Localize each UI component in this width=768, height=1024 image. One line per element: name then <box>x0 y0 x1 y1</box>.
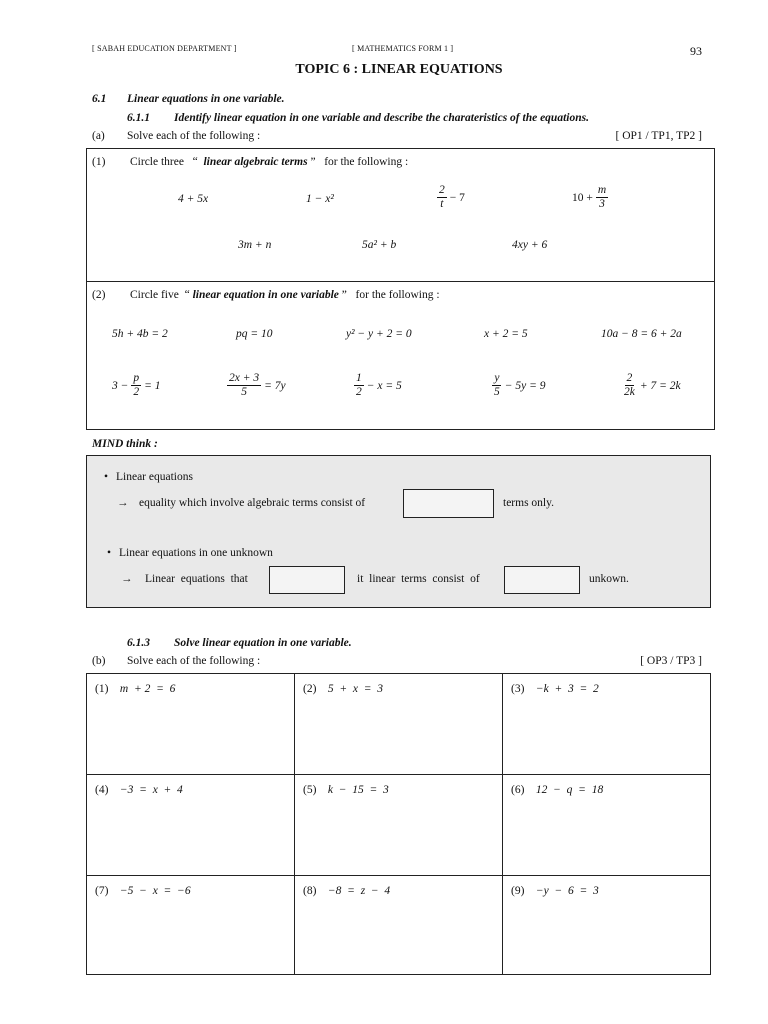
frac-numerator: 1 <box>354 372 364 386</box>
problem-label <box>303 784 389 796</box>
frac-denominator: 5 <box>494 386 500 399</box>
q1-instruction <box>130 156 408 168</box>
section-number: 6.1 <box>92 93 107 105</box>
problem-equation: −3 = x + 4 <box>119 784 183 796</box>
frac-numerator: 2 <box>625 372 635 386</box>
problem-number: (7) <box>95 885 109 897</box>
bullet-icon: • <box>104 471 109 483</box>
header-center: [ MATHEMATICS FORM 1 ] <box>352 44 454 53</box>
part-a-instruction: Solve each of the following : <box>127 130 261 142</box>
equation: 5h + 4b = 2 <box>112 328 168 340</box>
equation: pq = 10 <box>236 328 273 340</box>
problem-number: (4) <box>95 784 109 796</box>
equation-fraction <box>622 372 681 399</box>
mind-item-1-text: equality which involve algebraic terms consist of <box>139 497 366 509</box>
q1-post: for the following : <box>324 156 409 168</box>
part-b-instruction: Solve each of the following : <box>127 655 261 667</box>
q1-number: (1) <box>92 156 106 168</box>
part-a-label: (a) <box>92 130 105 142</box>
problem-cell[interactable] <box>502 774 711 876</box>
mind-item-1-tail: terms only. <box>503 497 554 509</box>
equation-fraction <box>492 372 546 399</box>
problem-cell[interactable] <box>86 875 295 975</box>
frac-denominator: 2 <box>356 386 362 399</box>
term: 1 − x² <box>306 193 334 205</box>
eq-post: − x = 5 <box>366 379 402 392</box>
problem-equation: 5 + x = 3 <box>327 683 384 695</box>
mind-item-2-text: Linear equations that <box>145 573 248 585</box>
mind-item-2-tail: unkown. <box>589 573 629 585</box>
problem-equation: −5 − x = −6 <box>119 885 191 897</box>
mind-item-2: Linear equations in one unknown <box>119 547 273 559</box>
subsection-number: 6.1.1 <box>127 112 150 124</box>
q1-close-quote: ” <box>310 156 316 168</box>
term: 3m + n <box>238 239 272 251</box>
q1-pre: Circle three <box>130 156 184 168</box>
frac-numerator: p <box>131 372 141 386</box>
problem-label <box>95 784 183 796</box>
problem-label <box>95 683 175 695</box>
q1-emphasis: linear algebraic terms <box>203 156 308 168</box>
arrow-icon: → <box>121 573 133 585</box>
term-rest: 10 + <box>572 191 593 204</box>
problem-equation: −k + 3 = 2 <box>535 683 599 695</box>
eq-pre: 3 − <box>112 379 129 392</box>
header-left: [ SABAH EDUCATION DEPARTMENT ] <box>92 44 237 53</box>
term-rest: − 7 <box>449 191 465 204</box>
frac-numerator: m <box>596 184 608 198</box>
q2-close-quote: ” <box>341 289 347 301</box>
problem-label <box>511 885 599 897</box>
problem-cell[interactable] <box>86 774 295 876</box>
term: 4xy + 6 <box>512 239 548 251</box>
page-number: 93 <box>690 44 702 58</box>
problem-label <box>303 683 383 695</box>
frac-numerator: 2 <box>437 184 447 198</box>
problem-number: (2) <box>303 683 317 695</box>
equation: y² − y + 2 = 0 <box>346 328 412 340</box>
equation-fraction <box>112 372 161 399</box>
q2-open-quote: “ <box>184 289 190 301</box>
part-b-reference: [ OP3 / TP3 ] <box>640 655 702 667</box>
subsection-number: 6.1.3 <box>127 637 150 649</box>
eq-post: + 7 = 2k <box>639 379 681 392</box>
problem-cell[interactable] <box>294 774 503 876</box>
mind-item-2-mid: it linear terms consist of <box>357 573 480 585</box>
equation-fraction <box>354 372 402 399</box>
problem-equation: k − 15 = 3 <box>327 784 389 796</box>
frac-denominator: 5 <box>241 386 247 399</box>
problem-equation: −8 = z − 4 <box>327 885 391 897</box>
equation-fraction <box>227 372 286 399</box>
frac-numerator: 2x + 3 <box>227 372 261 386</box>
problem-number: (9) <box>511 885 525 897</box>
problem-number: (8) <box>303 885 317 897</box>
arrow-icon: → <box>117 497 129 509</box>
problem-equation: 12 − q = 18 <box>535 784 604 796</box>
section-title: Linear equations in one variable. <box>127 93 285 105</box>
problem-label <box>95 885 191 897</box>
subsection-title: Solve linear equation in one variable. <box>174 637 352 649</box>
problem-cell[interactable] <box>86 673 295 775</box>
equation: x + 2 = 5 <box>484 328 528 340</box>
equation: 10a − 8 = 6 + 2a <box>601 328 682 340</box>
term-fraction <box>572 184 608 211</box>
answer-blank[interactable] <box>504 566 580 594</box>
frac-numerator: y <box>492 372 501 386</box>
frac-denominator: 2k <box>624 386 635 399</box>
part-b-label: (b) <box>92 655 106 667</box>
problem-label <box>511 784 603 796</box>
q2-pre: Circle five <box>130 289 179 301</box>
problem-number: (3) <box>511 683 525 695</box>
mind-item-1: Linear equations <box>116 471 193 483</box>
term-fraction <box>437 184 465 211</box>
part-a-reference: [ OP1 / TP1, TP2 ] <box>615 130 702 142</box>
problem-cell[interactable] <box>294 875 503 975</box>
q2-number: (2) <box>92 289 106 301</box>
answer-blank[interactable] <box>269 566 345 594</box>
problem-number: (6) <box>511 784 525 796</box>
bullet-icon: • <box>107 547 112 559</box>
q2-instruction <box>130 289 440 301</box>
frac-denominator: t <box>440 198 444 211</box>
answer-blank[interactable] <box>403 489 494 518</box>
problem-equation: m + 2 = 6 <box>119 683 176 695</box>
problem-cell[interactable] <box>502 673 711 775</box>
page-title: TOPIC 6 : LINEAR EQUATIONS <box>295 62 503 77</box>
divider <box>86 281 715 282</box>
term: 5a² + b <box>362 239 397 251</box>
eq-post: − 5y = 9 <box>504 379 546 392</box>
problem-cell[interactable] <box>294 673 503 775</box>
q2-emphasis: linear equation in one variable <box>192 289 339 301</box>
problem-number: (5) <box>303 784 317 796</box>
q2-post: for the following : <box>355 289 440 301</box>
eq-post: = 7y <box>264 379 286 392</box>
problem-label <box>303 885 390 897</box>
problem-equation: −y − 6 = 3 <box>535 885 599 897</box>
eq-post: = 1 <box>144 379 161 392</box>
problem-cell[interactable] <box>502 875 711 975</box>
frac-denominator: 3 <box>599 198 605 211</box>
subsection-title: Identify linear equation in one variable and describe the charateristics of the equations. <box>174 112 589 124</box>
mind-title: MIND think : <box>92 438 158 450</box>
term: 4 + 5x <box>178 193 209 205</box>
problem-number: (1) <box>95 683 109 695</box>
q1-open-quote: “ <box>192 156 198 168</box>
frac-denominator: 2 <box>133 386 140 399</box>
problem-label <box>511 683 599 695</box>
